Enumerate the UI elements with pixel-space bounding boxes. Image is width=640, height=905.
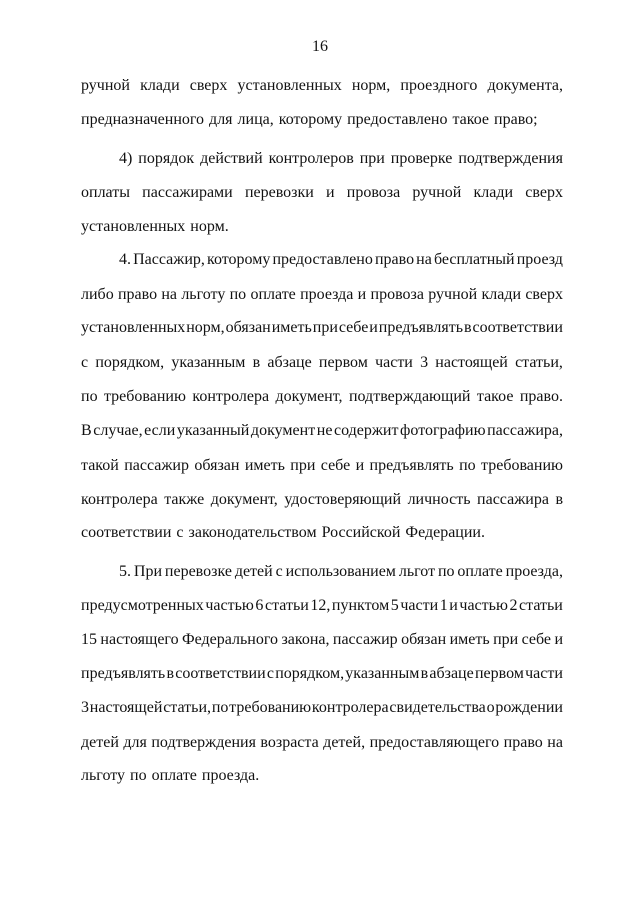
text-line: контролера также документ, удостоверяющий личность пассажира в — [81, 491, 563, 508]
text-line: 15 настоящего Федерального закона, пассажир обязан иметь при себе и — [81, 631, 563, 648]
text-line: предназначенного для лица, которому предоставлено такое право; — [81, 111, 538, 128]
text-line: 4. Пассажир, которому предоставлено право на бесплатный проезд — [119, 251, 563, 268]
text-line: предъявлять в соответствии с порядком, указанным в абзаце первом части — [81, 665, 563, 682]
text-line: установленных норм. — [81, 218, 229, 235]
text-line: такой пассажир обязан иметь при себе и предъявлять по требованию — [81, 457, 563, 474]
text-line: с порядком, указанным в абзаце первом части 3 настоящей статьи, — [81, 354, 563, 371]
text-line: 3 настоящей статьи, по требованию контролера свидетельства о рождении — [81, 699, 563, 716]
text-line: оплаты пассажирами перевозки и провоза ручной клади сверх — [81, 184, 563, 201]
page-number: 16 — [312, 38, 328, 55]
text-line: либо право на льготу по оплате проезда и провоза ручной клади сверх — [81, 286, 563, 303]
text-line: установленных норм, обязан иметь при себе и предъявлять в соответствии — [81, 319, 563, 336]
text-line: соответствии с законодательством Российской Федерации. — [81, 524, 485, 541]
text-line: детей для подтверждения возраста детей, предоставляющего право на — [81, 734, 563, 751]
text-line: 5. При перевозке детей с использованием льгот по оплате проезда, — [119, 563, 563, 580]
text-line: по требованию контролера документ, подтверждающий такое право. — [81, 388, 563, 405]
text-line: ручной клади сверх установленных норм, проездного документа, — [81, 77, 563, 94]
text-line: льготу по оплате проезда. — [81, 767, 260, 784]
text-line: 4) порядок действий контролеров при проверке подтверждения — [119, 150, 563, 167]
text-line: предусмотренных частью 6 статьи 12, пунктом 5 части 1 и частью 2 статьи — [81, 597, 563, 614]
text-line: В случае, если указанный документ не содержит фотографию пассажира, — [81, 422, 563, 439]
